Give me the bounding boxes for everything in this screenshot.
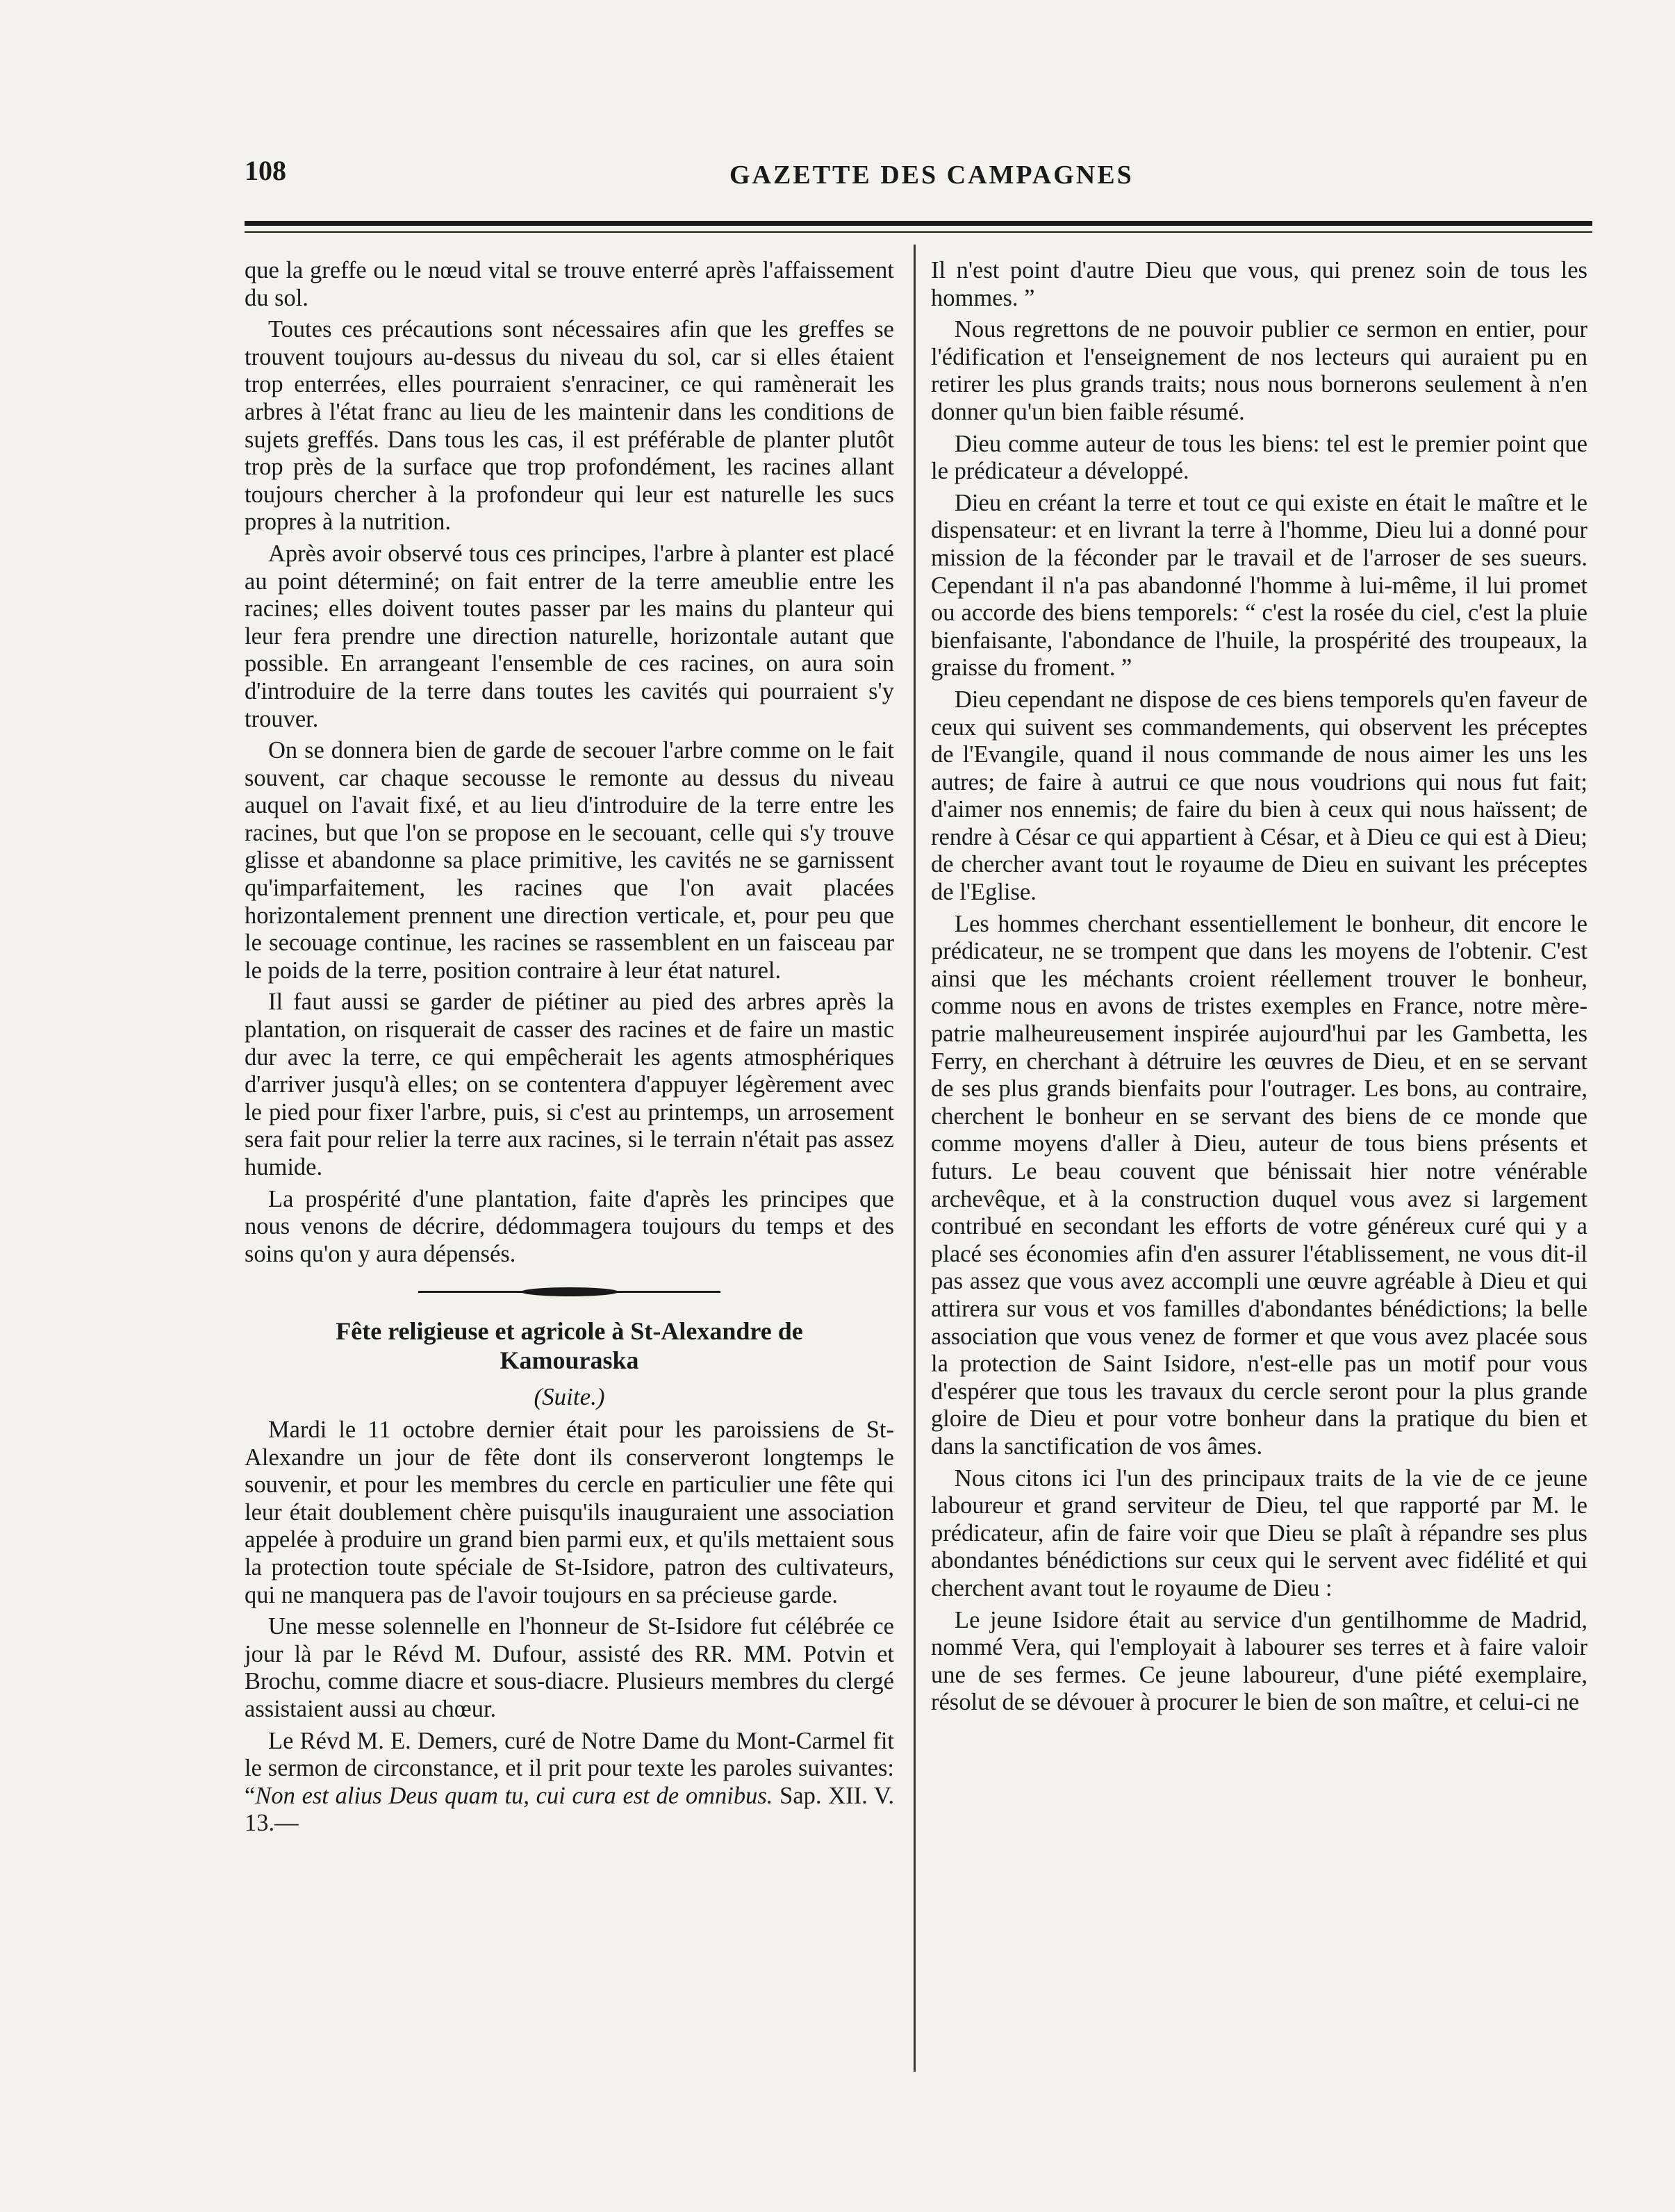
paragraph: Dieu en créant la terre et tout ce qui existe en était le maître et le dispensateur: et en livrant la terre à l'homme, Dieu lui a donné pour mission de la féconder par le travail et de l'arroser de ses sueurs. Cependant il n'a pas abandonné l'homme à lui-même, il lui promet ou accorde des biens temporels: “ c'est la rosée du ciel, c'est la pluie bienfaisante, l'abondance de l'huile, la prospérité des troupeaux, la graisse du froment. ”	[931, 489, 1587, 682]
paragraph: La prospérité d'une plantation, faite d'après les principes que nous venons de décrire, dédommagera toujours du temps et des soins qu'on y aura dépensés.	[245, 1185, 894, 1267]
paragraph: Mardi le 11 octobre dernier était pour les paroissiens de St-Alexandre un jour de fête dont ils conserveront longtemps le souvenir, et pour les membres du cercle en particulier une fête qui leur était doublement chère puisqu'ils inauguraient une association appelée à produire un grand bien parmi eux, et qu'ils mettaient sous la protection toute spéciale de St-Isidore, patron des cultivateurs, qui ne manquera pas de l'avoir toujours en sa précieuse garde.	[245, 1416, 894, 1608]
publication-title: GAZETTE DES CAMPAGNES	[729, 160, 1134, 190]
paragraph: Dieu comme auteur de tous les biens: tel est le premier point que le prédicateur a développé.	[931, 430, 1587, 485]
paragraph: Il faut aussi se garder de piétiner au pied des arbres après la plantation, on risquerait de casser des racines et de faire un mastic dur avec la terre, ce qui empêcherait les agents atmosphériques d'arriver jusqu'à elles; on se contentera d'appuyer légèrement avec le pied pour fixer l'arbre, puis, si c'est au printemps, un arrosement sera fait pour relier la terre aux racines, si le terrain n'était pas assez humide.	[245, 989, 894, 1180]
article-title: Fête religieuse et agricole à St-Alexandre de Kamouraska	[336, 1317, 803, 1375]
header-rule-thin	[245, 231, 1592, 233]
right-column	[931, 257, 1587, 1721]
paragraph: Dieu cependant ne dispose de ces biens temporels qu'en faveur de ceux qui suivent ses commandements, qui observent les préceptes de l'Evangile, quand il nous commande de nous aimer les uns les autres; de faire à autrui ce que nous voudrions qui nous fut fait; d'aimer nos ennemis; de faire du bien à ceux qui nous haïssent; de rendre à César ce qui appartient à César, et à Dieu ce qui est à Dieu; de chercher avant tout le royaume de Dieu en suivant les préceptes de l'Eglise.	[931, 686, 1587, 906]
paragraph: Nous citons ici l'un des principaux traits de la vie de ce jeune laboureur et grand serviteur de Dieu, tel que rapporté par M. le prédicateur, afin de faire voir que Dieu se plaît à répandre ses plus abondantes bénédictions sur ceux qui le servent avec fidélité et qui cherchent avant tout le royaume de Dieu :	[931, 1464, 1587, 1601]
paragraph: que la greffe ou le nœud vital se trouve enterré après l'affaissement du sol.	[245, 257, 894, 311]
article-separator	[245, 1279, 894, 1304]
latin-quote: Non est alius Deus quam tu, cui cura est de omnibus.	[255, 1782, 773, 1809]
paragraph: Une messe solennelle en l'honneur de St-Isidore fut célébrée ce jour là par le Révd M. Dufour, assisté des RR. MM. Potvin et Brochu, comme diacre et sous-diacre. Plusieurs membres du clergé assistaient aussi au chœur.	[245, 1613, 894, 1722]
paragraph: Il n'est point d'autre Dieu que vous, qui prenez soin de tous les hommes. ”	[931, 257, 1587, 311]
left-column	[245, 257, 894, 1842]
scripture-reference: Sap. XII. V. 13.—	[245, 1782, 894, 1837]
paragraph: Après avoir observé tous ces principes, l'arbre à planter est placé au point déterminé; on fait entrer de la terre ameublie entre les racines; elles doivent toutes passer par les mains du planteur qui leur fera prendre une direction naturelle, horizontale autant que possible. En arrangeant l'ensemble de ces racines, on aura soin d'introduire de la terre dans toutes les cavités qui pourraient s'y trouver.	[245, 540, 894, 732]
page-number: 108	[245, 155, 286, 186]
paragraph: Les hommes cherchant essentiellement le bonheur, dit encore le prédicateur, ne se trompent que dans les moyens de l'obtenir. C'est ainsi que les méchants croient réellement trouver le bonheur, comme nous en avons de tristes exemples en France, notre mère-patrie malheureusement inspirée aujourd'hui par les Gambetta, les Ferry, en cherchant à détruire les œuvres de Dieu, et en se servant de ses plus grands bienfaits pour l'outrager. Les bons, au contraire, cherchent le bonheur en se servant des biens de ce monde que comme moyens d'aller à Dieu, auteur de tous biens présents et futurs. Le beau couvent que bénissait hier notre vénérable archevêque, et à la construction duquel vous avez si largement contribué en secondant les efforts de votre généreux curé qui y a placé ses économies afin d'en assurer l'établissement, ne vous dit-il pas assez que vous avez accompli une œuvre agréable à Dieu et qui attirera sur vous et vos familles d'abondantes bénédictions; la belle association que vous venez de former et que vous avez placée sous la protection de Saint Isidore, n'est-elle pas un motif pour vous d'espérer que tous les travaux du cercle seront pour la plus grande gloire de Dieu et pour votre bonheur dans la pratique du bien et dans la sanctification de vos âmes.	[931, 910, 1587, 1460]
paragraph: Nous regrettons de ne pouvoir publier ce sermon en entier, pour l'édification et l'enseignement de nos lecteurs qui auraient pu en retirer les plus grands traits; nous nous bornerons seulement à n'en donner qu'un bien faible résumé.	[931, 316, 1587, 425]
paragraph-text: Le Révd M. E. Demers, curé de Notre Dame du Mont-Carmel fit le sermon de circonstance, et il prit pour texte les paroles suivantes: “	[245, 1727, 894, 1809]
paragraph: Le jeune Isidore était au service d'un gentilhomme de Madrid, nommé Vera, qui l'employait à labourer ses terres et à faire valoir une de ses fermes. Ce jeune laboureur, d'une piété exemplaire, résolut de se dévouer à procurer le bien de son maître, et celui-ci ne	[931, 1606, 1587, 1716]
header-rule-thick	[245, 221, 1592, 226]
paragraph: Toutes ces précautions sont nécessaires afin que les greffes se trouvent toujours au-dessus du niveau du sol, car si elles étaient trop enterrées, elles pourraient s'enraciner, ce qui ramènerait les arbres à l'état franc au lieu de les maintenir dans les conditions de sujets greffés. Dans tous les cas, il est préférable de planter plutôt trop près de la surface que trop profondément, les racines allant toujours chercher à la profondeur qui leur est naturelle les sucs propres à la nutrition.	[245, 316, 894, 536]
paragraph: On se donnera bien de garde de secouer l'arbre comme on le fait souvent, car chaque secousse le remonte au dessus du niveau auquel on l'avait fixé, et au lieu d'introduire de la terre entre les racines, but que l'on se propose en le secouant, celle qui s'y trouve glisse et abandonne sa place primitive, les cavités ne se garnissent qu'imparfaitement, les racines que l'on avait placées horizontalement prennent une direction verticale, et, pour peu que le secouage continue, les racines se rassemblent en un faisceau par le poids de la terre, position contraire à leur état naturel.	[245, 737, 894, 984]
column-divider	[914, 245, 916, 2072]
paragraph-with-quote	[245, 1728, 894, 1838]
article-subtitle: (Suite.)	[534, 1383, 605, 1411]
